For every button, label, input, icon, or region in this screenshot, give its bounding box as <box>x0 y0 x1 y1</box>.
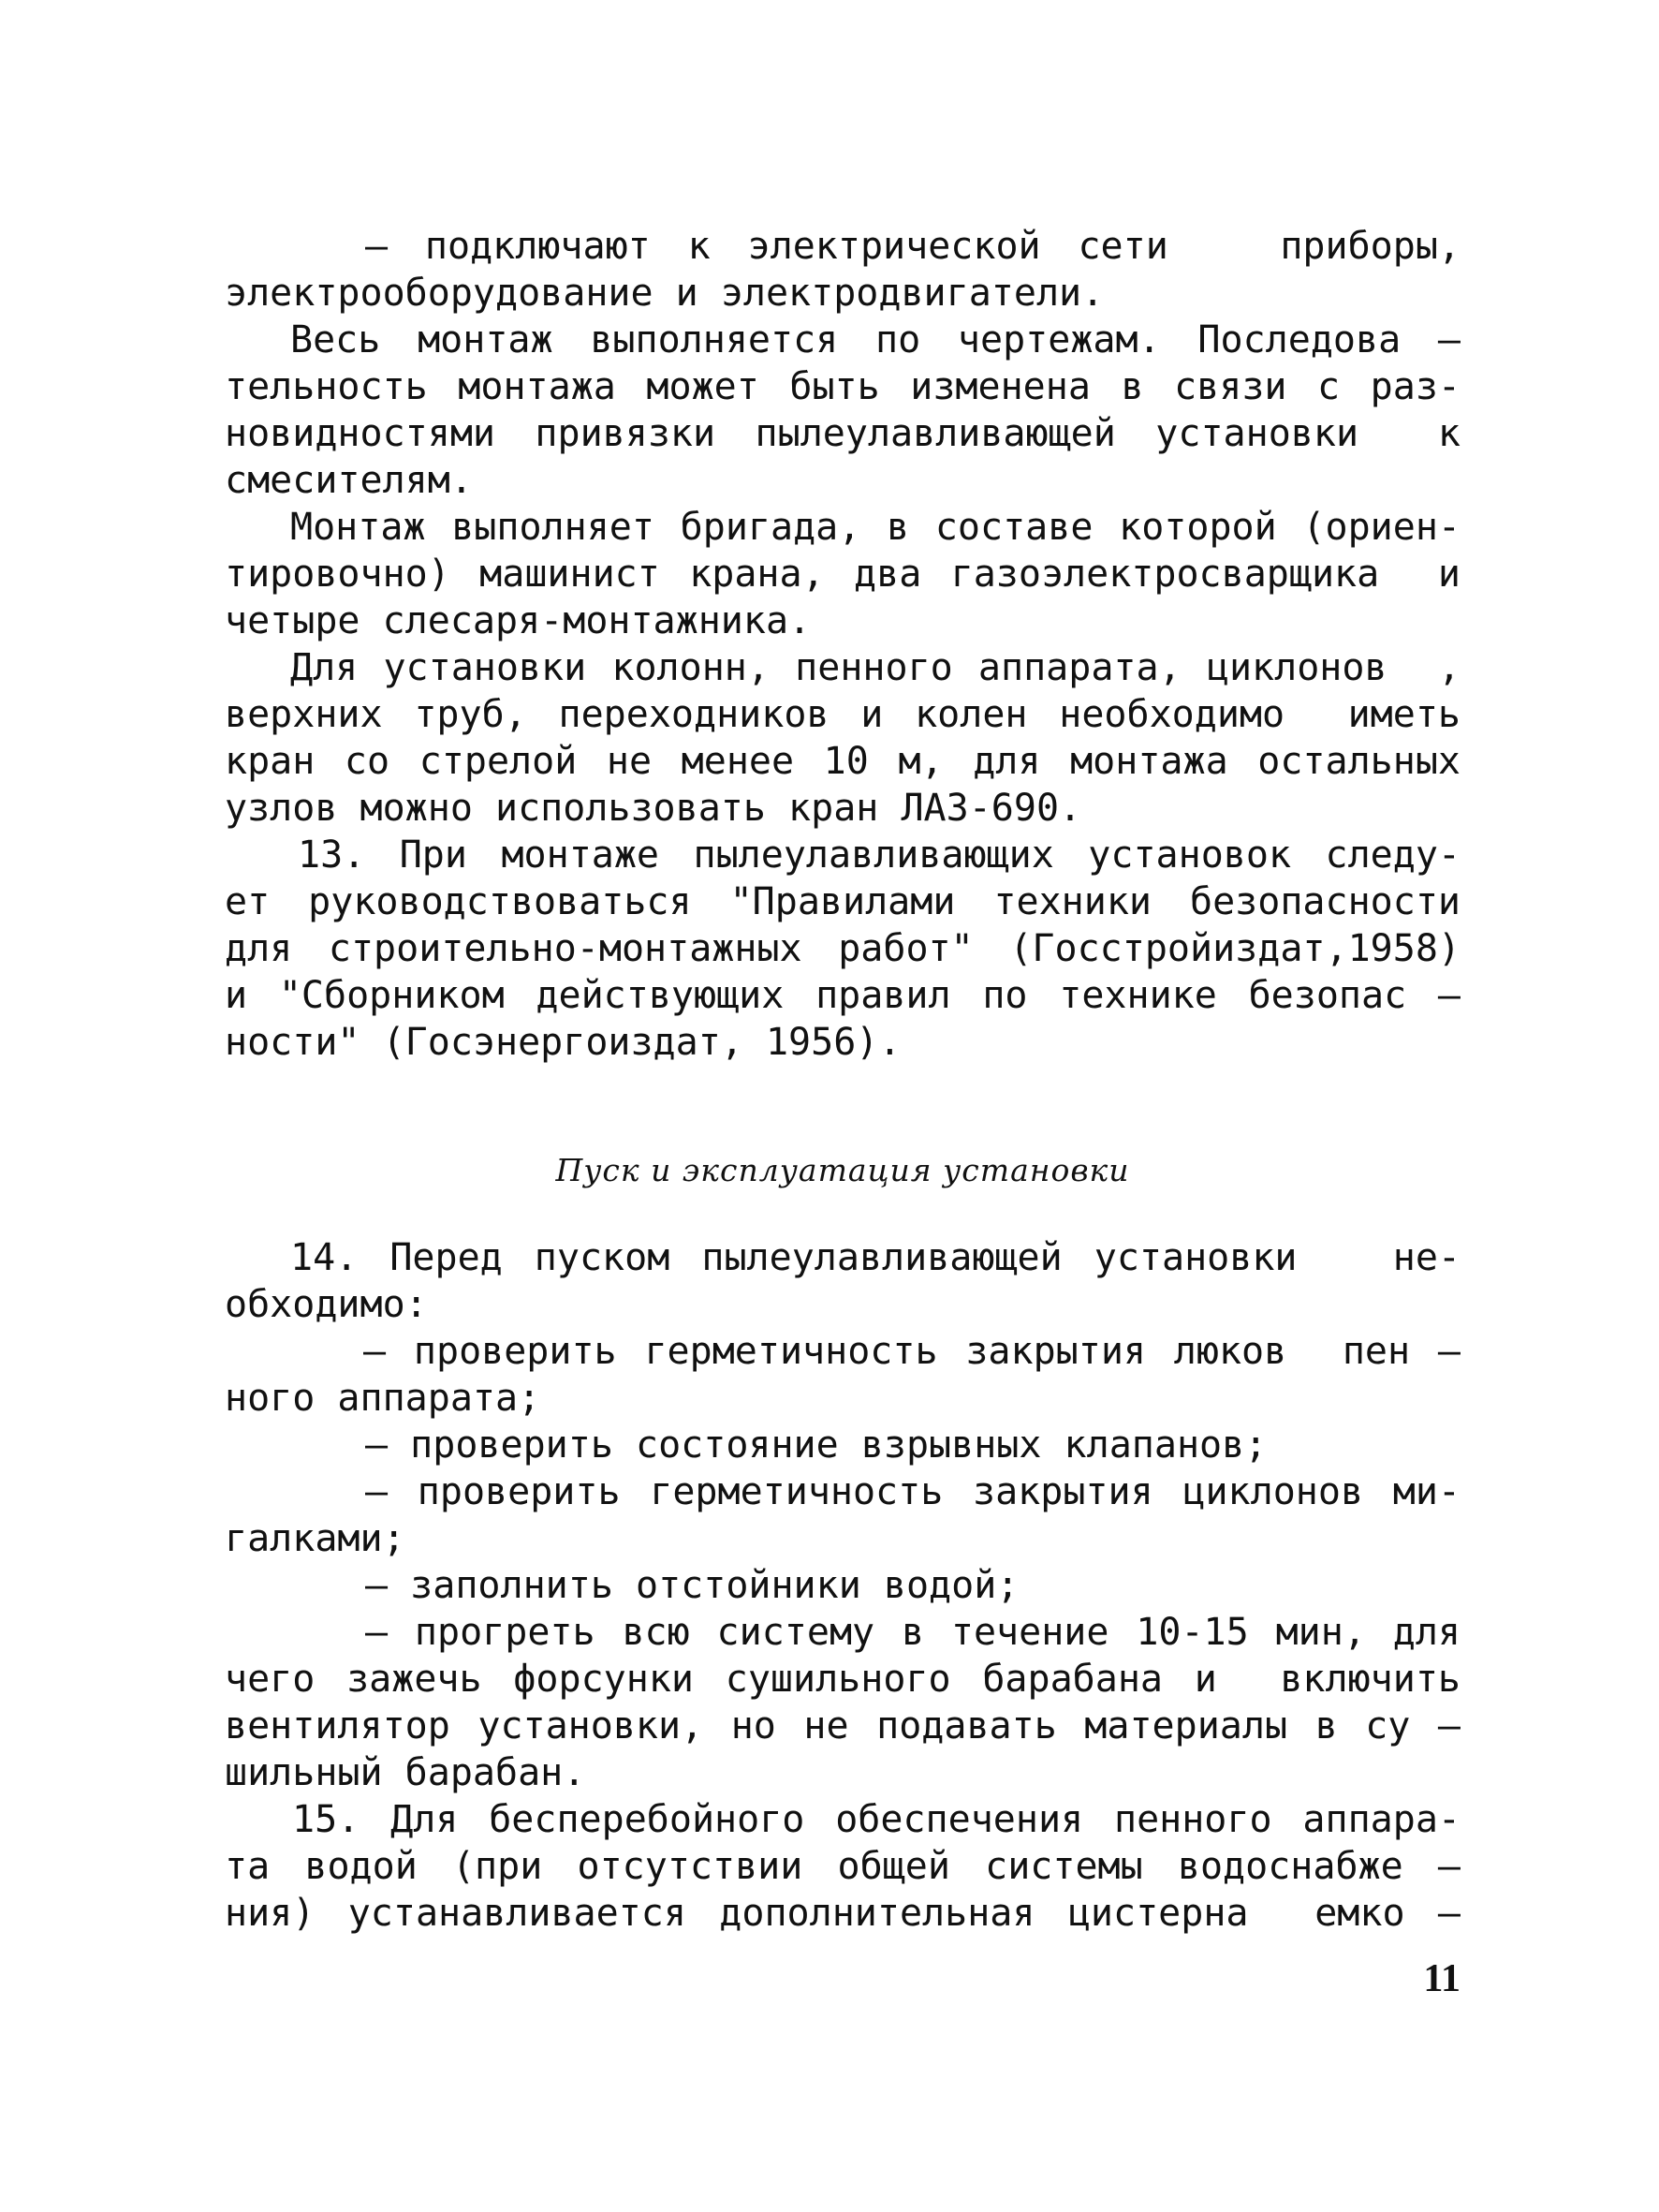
text-line: электрооборудование и электродвигатели. <box>225 272 1105 315</box>
text-line: обходимо: <box>225 1283 428 1326</box>
text-line: – заполнить отстойники водой; <box>365 1564 1020 1607</box>
text-line: ности" (Госэнергоиздат, 1956). <box>225 1021 902 1064</box>
text-line: та водой (при отсутствии общей системы водоснабже – <box>225 1845 1461 1888</box>
text-line: верхних труб, переходников и колен необходимо иметь <box>225 693 1461 736</box>
text-line: – проверить герметичность закрытия люков пен – <box>363 1330 1461 1373</box>
text-line: ет руководствоваться "Правилами техники безопасности <box>225 880 1461 923</box>
text-line: Весь монтаж выполняется по чертежам. Последова – <box>290 318 1461 361</box>
text-line: – прогреть всю систему в течение 10-15 мин, для <box>365 1611 1461 1654</box>
text-line: галками; <box>225 1517 405 1560</box>
text-line: Для установки колонн, пенного аппарата, циклонов , <box>290 646 1461 689</box>
text-line: тировочно) машинист крана, два газоэлектросварщика и <box>225 553 1461 596</box>
text-line: и "Сборником действующих правил по технике безопас – <box>225 974 1461 1017</box>
section-heading: Пуск и эксплуатация установки <box>555 1152 1130 1188</box>
text-line: для строительно-монтажных работ" (Госстройиздат,1958) <box>225 927 1461 970</box>
text-line: кран со стрелой не менее 10 м, для монтажа остальных <box>225 740 1461 783</box>
text-line: четыре слесаря-монтажника. <box>225 599 812 642</box>
text-line: смесителям. <box>225 459 473 502</box>
text-line: 14. Перед пуском пылеулавливающей установки не- <box>290 1236 1461 1279</box>
page-number: 11 <box>1423 1957 1461 2000</box>
text-line: вентилятор установки, но не подавать материалы в су – <box>225 1704 1461 1747</box>
text-line: – подключают к электрической сети приборы, <box>365 225 1461 268</box>
text-line: чего зажечь форсунки сушильного барабана и включить <box>225 1658 1461 1701</box>
text-line: ного аппарата; <box>225 1377 541 1420</box>
text-line: Монтаж выполняет бригада, в составе которой (ориен- <box>290 506 1461 549</box>
text-line: 15. Для бесперебойного обеспечения пенного аппара- <box>292 1798 1461 1841</box>
text-line: шильный барабан. <box>225 1751 586 1794</box>
text-line: узлов можно использовать кран ЛАЗ-690. <box>225 787 1082 830</box>
text-line: тельность монтажа может быть изменена в связи с раз- <box>225 365 1461 408</box>
text-line: ния) устанавливается дополнительная цистерна емко – <box>225 1892 1461 1935</box>
text-line: – проверить герметичность закрытия циклонов ми- <box>365 1470 1461 1513</box>
text-line: новидностями привязки пылеулавливающей установки к <box>225 412 1461 455</box>
text-line: 13. При монтаже пылеулавливающих установок следу- <box>298 833 1461 877</box>
text-line: – проверить состояние взрывных клапанов; <box>365 1423 1268 1467</box>
